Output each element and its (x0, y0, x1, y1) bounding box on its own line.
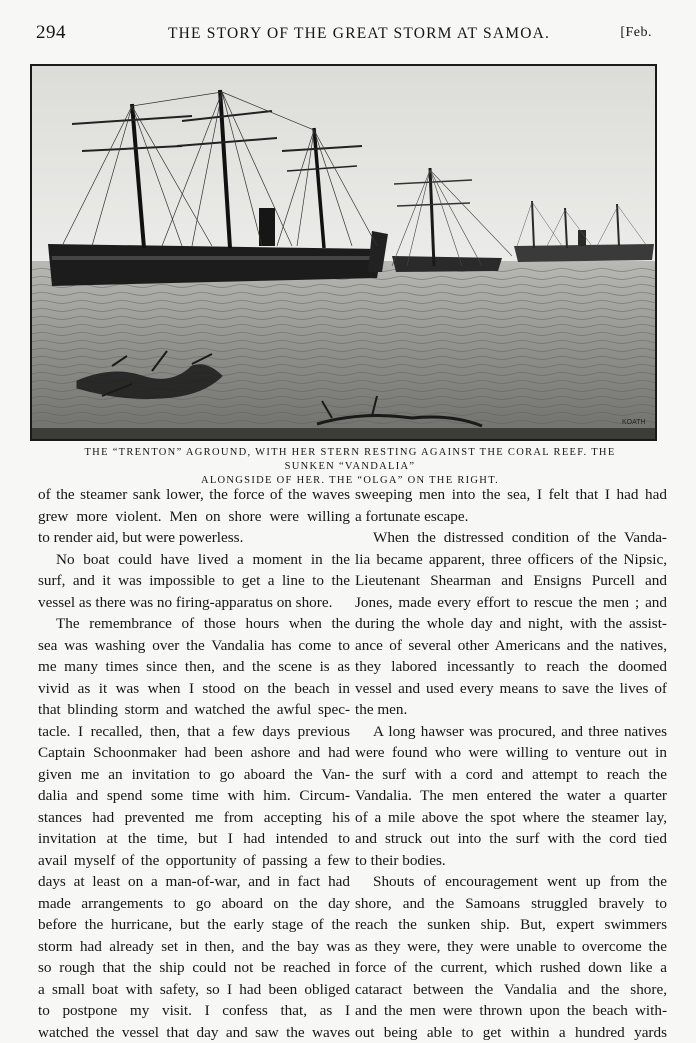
figure-caption (60, 446, 640, 488)
text-line: of the steamer sank lower, the force of the waves (38, 484, 350, 506)
right-column (355, 484, 667, 1043)
text-line: that blinding storm and watched the awful spec- (38, 699, 350, 721)
text-line: ance of several other Americans and the natives, (355, 635, 667, 657)
text-line: given me an invitation to go aboard the Van- (38, 764, 350, 786)
text-line: vivid as it was when I stood on the beach in (38, 678, 350, 700)
text-line: watched the vessel that day and saw the waves (38, 1022, 350, 1043)
engraver-signature: KOATH (622, 419, 646, 426)
text-line: When the distressed condition of the Vanda- (355, 527, 667, 549)
page-number: 294 (36, 22, 66, 44)
text-line: to postpone my visit. I confess that, as I (38, 1000, 350, 1022)
text-line: shore, and the Samoans struggled bravely to (355, 893, 667, 915)
text-line: as they were, they were unable to overcome the (355, 936, 667, 958)
text-line: surf, and it was impossible to get a line to the (38, 570, 350, 592)
text-line: and the men were thrown upon the beach with- (355, 1000, 667, 1022)
text-line: Vandalia. The men entered the water a quarter (355, 785, 667, 807)
text-line: and struck out into the surf with the cord tied (355, 828, 667, 850)
text-line: Shouts of encouragement went up from the (355, 871, 667, 893)
text-line: out being able to get within a hundred yards (355, 1022, 667, 1043)
text-line: sweeping men into the sea, I felt that I had had (355, 484, 667, 506)
text-line: sea was washing over the Vandalia has come to (38, 635, 350, 657)
text-line: cataract between the Vandalia and the shore, (355, 979, 667, 1001)
text-line: tacle. I recalled, then, that a few days previous (38, 721, 350, 743)
text-line: during the whole day and night, with the assist- (355, 613, 667, 635)
text-line: a fortunate escape. (355, 506, 667, 528)
text-line: No boat could have lived a moment in the (38, 549, 350, 571)
text-line: before the hurricane, but the early stage of the (38, 914, 350, 936)
text-line: a small boat with safety, so I had been obliged (38, 979, 350, 1001)
text-line: Lieutenant Shearman and Ensigns Purcell and (355, 570, 667, 592)
text-line: they labored incessantly to reach the doomed (355, 656, 667, 678)
text-line: A long hawser was procured, and three natives (355, 721, 667, 743)
text-line: lia became apparent, three officers of the Nipsic, (355, 549, 667, 571)
text-line: to their bodies. (355, 850, 667, 872)
shipwreck-engraving (30, 64, 657, 441)
text-line: the men. (355, 699, 667, 721)
text-line: The remembrance of those hours when the (38, 613, 350, 635)
text-line: reach the sunken ship. But, expert swimmers (355, 914, 667, 936)
text-line: Captain Schoonmaker had been ashore and had (38, 742, 350, 764)
text-line: vessel and used every means to save the lives of (355, 678, 667, 700)
text-line: avail myself of the opportunity of passing a few (38, 850, 350, 872)
text-line: to render aid, but were powerless. (38, 527, 350, 549)
text-line: me many times since then, and the scene is as (38, 656, 350, 678)
text-line: made arrangements to go aboard on the day (38, 893, 350, 915)
month-label: [Feb. (620, 25, 652, 41)
text-line: force of the current, which rushed down like a (355, 957, 667, 979)
text-line: dalia and spend some time with him. Circum- (38, 785, 350, 807)
caption-line: ALONGSIDE OF HER. THE “OLGA” ON THE RIGHT. (60, 474, 640, 488)
text-line: so rough that the ship could not be reached in (38, 957, 350, 979)
text-line: Jones, made every effort to rescue the men ; and (355, 592, 667, 614)
text-line: were found who were willing to venture out in (355, 742, 667, 764)
text-line: of a mile above the spot where the steamer lay, (355, 807, 667, 829)
text-line: days at least on a man-of-war, and in fact had (38, 871, 350, 893)
page-header (36, 22, 656, 46)
running-head: THE STORY OF THE GREAT STORM AT SAMOA. (168, 25, 550, 43)
text-line: invitation at the time, but I had intended to (38, 828, 350, 850)
text-line: stances had prevented me from accepting his (38, 807, 350, 829)
caption-line: THE “TRENTON” AGROUND, WITH HER STERN RESTING AGAINST THE CORAL REEF. THE SUNKEN “VANDALIA” (60, 446, 640, 474)
text-line: vessel as there was no firing-apparatus on shore. (38, 592, 350, 614)
text-line: the surf with a cord and attempt to reach the (355, 764, 667, 786)
left-column (38, 484, 350, 1043)
text-line: storm had already set in then, and the bay was (38, 936, 350, 958)
text-line: grew more violent. Men on shore were willing (38, 506, 350, 528)
